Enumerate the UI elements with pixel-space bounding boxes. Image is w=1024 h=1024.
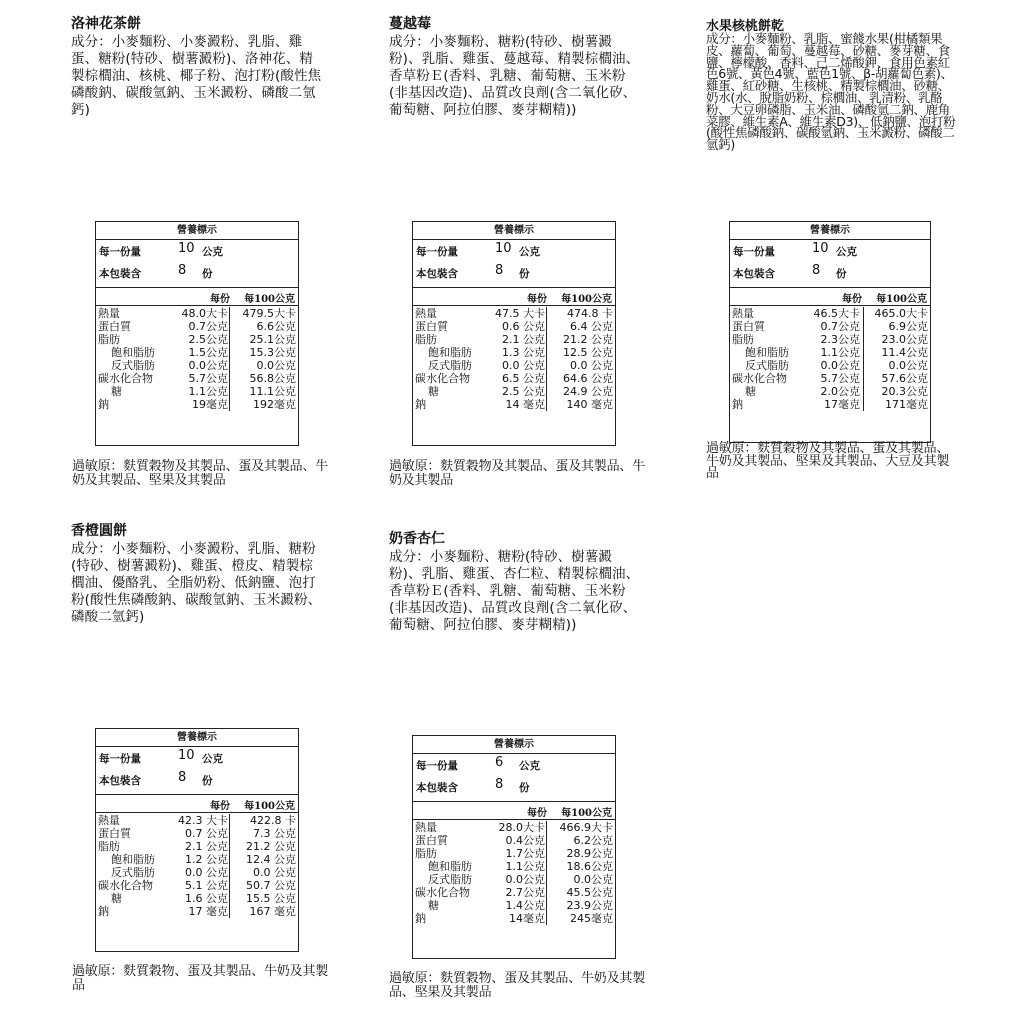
nutrient-label: 反式脂肪 — [745, 359, 789, 372]
serving-size-label: 每一份量 — [99, 246, 141, 258]
per-serving-value: 2.1 公克 — [185, 840, 228, 853]
nutrient-row — [96, 814, 298, 827]
column-divider — [546, 873, 547, 886]
servings-label: 本包裝含 — [416, 268, 458, 280]
nutrient-label: 鈉 — [415, 398, 426, 411]
nutrient-row — [96, 307, 298, 320]
column-divider — [546, 385, 547, 398]
per-serving-value: 19毫克 — [192, 398, 228, 411]
per-100g-value: 11.1公克 — [249, 385, 296, 398]
ingredients-text: 成分：小麥麵粉、糖粉(特砂、樹薯澱粉)、乳脂、雞蛋、蔓越莓、精製棕櫚油、香草粉Ｅ(香料、乳糖、葡萄糖、玉米粉(非基因改造)、品質改良劑(含二氧化矽、葡萄糖、阿拉伯膠、麥芽糊精)) — [389, 34, 640, 118]
ingredients-text: 成分：小麥麵粉、糖粉(特砂、樹薯澱粉)、乳脂、雞蛋、杏仁粒、精製棕櫚油、香草粉Ｅ(香料、乳糖、葡萄糖、玉米粉(非基因改造)、品質改良劑(含二氧化矽、葡萄糖、阿拉伯膠、麥芽糊精)) — [389, 549, 640, 633]
allergen-list: 麩質穀物及其製品、蛋及其製品、牛奶及其製品、堅果及其製品 — [72, 459, 329, 488]
per-serving-value: 0.0 公克 — [502, 359, 545, 372]
nutrient-label: 脂肪 — [98, 840, 120, 853]
nutrition-title: 營養標示 — [413, 736, 615, 754]
column-divider — [229, 346, 230, 359]
column-divider — [229, 320, 230, 333]
nutrient-row — [413, 359, 615, 372]
serving-size-label: 每一份量 — [733, 246, 775, 258]
per-serving-value: 5.7公克 — [820, 372, 860, 385]
nutrient-row — [730, 398, 930, 411]
column-divider — [229, 398, 230, 411]
per-serving-value: 2.5 公克 — [502, 385, 545, 398]
serving-size-row — [413, 240, 615, 262]
per-100g-value: 474.8 卡 — [567, 307, 613, 320]
per-100g-value: 0.0 公克 — [253, 866, 296, 879]
nutrient-row — [413, 346, 615, 359]
per-100g-value: 57.6公克 — [881, 372, 928, 385]
per-100g-header: 每100公克 — [561, 294, 612, 305]
servings-unit: 份 — [202, 775, 213, 787]
per-100g-value: 0.0公克 — [256, 359, 296, 372]
column-divider — [546, 398, 547, 411]
nutrient-label: 鈉 — [732, 398, 743, 411]
product-name: 香橙圓餅 — [71, 523, 127, 539]
per-serving-value: 1.2 公克 — [185, 853, 228, 866]
per-100g-value: 15.3公克 — [249, 346, 296, 359]
nutrient-label: 糖 — [428, 385, 439, 398]
per-100g-value: 465.0大卡 — [874, 307, 928, 320]
nutrient-label: 反式脂肪 — [111, 359, 155, 372]
nutrient-label: 脂肪 — [732, 333, 754, 346]
serving-size-value: 10 — [812, 241, 829, 256]
per-100g-value: 466.9大卡 — [559, 821, 613, 834]
nutrient-label: 碳水化合物 — [98, 879, 153, 892]
nutrition-table — [95, 728, 299, 952]
per-serving-value: 46.5大卡 — [813, 307, 860, 320]
column-divider — [546, 834, 547, 847]
nutrient-row — [413, 821, 615, 834]
column-divider — [863, 385, 864, 398]
per-serving-header: 每份 — [210, 801, 230, 812]
column-header-row — [96, 794, 298, 813]
per-serving-value: 2.0公克 — [820, 385, 860, 398]
nutrient-row — [413, 398, 615, 411]
per-serving-value: 1.7公克 — [505, 847, 545, 860]
per-serving-header: 每份 — [527, 808, 547, 819]
per-100g-value: 0.0公克 — [573, 873, 613, 886]
column-divider — [546, 333, 547, 346]
servings-unit: 份 — [519, 268, 530, 280]
nutrient-label: 飽和脂肪 — [745, 346, 789, 359]
column-divider — [229, 879, 230, 892]
column-divider — [546, 912, 547, 925]
per-100g-value: 56.8公克 — [249, 372, 296, 385]
nutrient-row — [96, 827, 298, 840]
product-block — [71, 16, 323, 119]
allergen-label: 過敏原： — [72, 459, 124, 474]
per-serving-value: 28.0大卡 — [498, 821, 545, 834]
per-serving-value: 1.3 公克 — [502, 346, 545, 359]
nutrient-row — [96, 879, 298, 892]
per-100g-value: 6.6公克 — [256, 320, 296, 333]
allergen-statement — [72, 460, 332, 488]
per-100g-value: 28.9公克 — [566, 847, 613, 860]
column-divider — [863, 307, 864, 320]
servings-row — [413, 262, 615, 284]
nutrient-row — [730, 385, 930, 398]
servings-value: 8 — [812, 263, 821, 278]
per-100g-value: 64.6 公克 — [563, 372, 613, 385]
nutrient-label: 鈉 — [98, 905, 109, 918]
nutrition-table — [95, 221, 299, 446]
allergen-label: 過敏原： — [72, 964, 124, 979]
per-100g-value: 7.3 公克 — [253, 827, 296, 840]
column-divider — [546, 899, 547, 912]
nutrient-row — [413, 886, 615, 899]
allergen-statement — [72, 965, 332, 993]
nutrient-row — [730, 307, 930, 320]
servings-label: 本包裝含 — [99, 775, 141, 787]
nutrient-label: 蛋白質 — [98, 320, 131, 333]
nutrient-label: 熱量 — [415, 307, 437, 320]
per-100g-value: 167 毫克 — [249, 905, 296, 918]
nutrient-label: 熱量 — [732, 307, 754, 320]
per-100g-value: 45.5公克 — [566, 886, 613, 899]
per-serving-header: 每份 — [842, 294, 862, 305]
nutrition-table — [729, 221, 931, 443]
per-serving-value: 1.4公克 — [505, 899, 545, 912]
nutrient-row — [96, 346, 298, 359]
allergen-statement — [389, 972, 649, 1000]
nutrient-label: 飽和脂肪 — [428, 346, 472, 359]
per-serving-value: 1.6 公克 — [185, 892, 228, 905]
per-serving-value: 0.4公克 — [505, 834, 545, 847]
nutrient-row — [96, 333, 298, 346]
per-100g-header: 每100公克 — [876, 294, 927, 305]
servings-unit: 份 — [836, 268, 847, 280]
nutrient-row — [413, 333, 615, 346]
allergen-list: 麩質穀物及其製品、蛋及其製品、牛奶及其製品、堅果及其製品、大豆及其製品 — [706, 441, 950, 481]
per-serving-value: 17 毫克 — [188, 905, 228, 918]
nutrient-row — [413, 873, 615, 886]
column-divider — [229, 866, 230, 879]
per-serving-value: 0.0公克 — [188, 359, 228, 372]
column-divider — [229, 307, 230, 320]
nutrient-label: 反式脂肪 — [428, 359, 472, 372]
serving-size-row — [96, 240, 298, 262]
nutrient-row — [96, 866, 298, 879]
servings-label: 本包裝含 — [733, 268, 775, 280]
nutrient-row — [413, 372, 615, 385]
per-serving-value: 5.1 公克 — [185, 879, 228, 892]
nutrient-row — [413, 385, 615, 398]
column-divider — [229, 333, 230, 346]
nutrient-row — [413, 320, 615, 333]
servings-unit: 份 — [519, 782, 530, 794]
servings-row — [96, 769, 298, 791]
serving-size-row — [413, 754, 615, 776]
per-serving-value: 42.3 大卡 — [178, 814, 228, 827]
per-serving-value: 1.1公克 — [820, 346, 860, 359]
nutrient-label: 碳水化合物 — [415, 372, 470, 385]
nutrient-row — [413, 860, 615, 873]
per-100g-value: 0.0公克 — [888, 359, 928, 372]
serving-size-row — [730, 240, 930, 262]
per-100g-value: 6.2公克 — [573, 834, 613, 847]
nutrient-label: 糖 — [111, 892, 122, 905]
product-block — [389, 16, 641, 119]
per-serving-header: 每份 — [210, 294, 230, 305]
column-divider — [863, 372, 864, 385]
nutrient-label: 反式脂肪 — [428, 873, 472, 886]
product-block — [71, 523, 323, 626]
column-divider — [863, 333, 864, 346]
nutrition-title: 營養標示 — [413, 222, 615, 240]
nutrient-row — [413, 912, 615, 925]
per-serving-value: 1.1公克 — [188, 385, 228, 398]
servings-label: 本包裝含 — [416, 782, 458, 794]
nutrition-table — [412, 735, 616, 959]
nutrient-row — [730, 372, 930, 385]
column-divider — [229, 905, 230, 918]
serving-size-unit: 公克 — [202, 246, 223, 258]
column-divider — [229, 827, 230, 840]
servings-value: 8 — [178, 263, 187, 278]
serving-size-unit: 公克 — [519, 760, 540, 772]
per-100g-header: 每100公克 — [244, 801, 295, 812]
per-serving-value: 48.0大卡 — [181, 307, 228, 320]
ingredients-text: 成分：小麥麵粉、乳脂、蜜餞水果(柑橘類果皮、蘿蔔、葡萄、蔓越莓、砂糖、麥芽糖、食鹽、檸檬酸、香料、己二烯酸鉀、食用色素紅色6號、黃色4號、藍色1號、β-胡蘿蔔色素)、雞蛋、紅砂糖、生核桃、精製棕櫚油、砂糖、奶水(水、脫脂奶粉、棕櫚油、乳清粉、乳酪粉、大豆卵磷脂、玉米油、磷酸氫二鈉、鹿角菜膠、維生素A、維生素D3)、低鈉鹽、泡打粉(酸性焦磷酸鈉、碳酸氫鈉、玉米澱粉、磷酸二氫鈣) — [706, 31, 956, 153]
product-block — [389, 531, 641, 634]
per-serving-value: 0.7公克 — [820, 320, 860, 333]
per-serving-value: 0.0公克 — [820, 359, 860, 372]
column-header-row — [413, 287, 615, 306]
column-divider — [229, 853, 230, 866]
nutrient-row — [96, 398, 298, 411]
per-100g-value: 140 毫克 — [566, 398, 613, 411]
servings-row — [413, 776, 615, 798]
product-name: 水果核桃餅乾 — [706, 19, 785, 34]
per-100g-value: 23.0公克 — [881, 333, 928, 346]
per-serving-value: 47.5 大卡 — [495, 307, 545, 320]
servings-value: 8 — [178, 770, 187, 785]
column-divider — [546, 346, 547, 359]
column-divider — [863, 398, 864, 411]
column-header-row — [96, 287, 298, 306]
nutrient-row — [96, 385, 298, 398]
nutrient-label: 飽和脂肪 — [111, 346, 155, 359]
nutrient-label: 熱量 — [415, 821, 437, 834]
per-100g-value: 21.2 公克 — [246, 840, 296, 853]
per-100g-value: 11.4公克 — [881, 346, 928, 359]
nutrient-label: 碳水化合物 — [732, 372, 787, 385]
nutrient-label: 碳水化合物 — [98, 372, 153, 385]
per-serving-value: 17毫克 — [824, 398, 860, 411]
per-serving-value: 2.7公克 — [505, 886, 545, 899]
servings-value: 8 — [495, 777, 504, 792]
per-100g-value: 0.0 公克 — [570, 359, 613, 372]
nutrient-label: 熱量 — [98, 307, 120, 320]
column-divider — [229, 359, 230, 372]
allergen-list: 麩質穀物、蛋及其製品、牛奶及其製品、堅果及其製品 — [389, 971, 646, 1000]
nutrient-label: 鈉 — [415, 912, 426, 925]
serving-size-value: 10 — [495, 241, 512, 256]
servings-value: 8 — [495, 263, 504, 278]
nutrient-label: 脂肪 — [98, 333, 120, 346]
column-divider — [229, 385, 230, 398]
nutrient-row — [413, 307, 615, 320]
per-serving-value: 0.7公克 — [188, 320, 228, 333]
product-name: 奶香杏仁 — [389, 531, 445, 547]
per-serving-header: 每份 — [527, 294, 547, 305]
per-serving-value: 5.7公克 — [188, 372, 228, 385]
per-100g-value: 18.6公克 — [566, 860, 613, 873]
serving-size-unit: 公克 — [202, 753, 223, 765]
per-100g-value: 23.9公克 — [566, 899, 613, 912]
column-divider — [546, 372, 547, 385]
column-divider — [546, 821, 547, 834]
per-100g-value: 171毫克 — [885, 398, 928, 411]
per-100g-value: 50.7 公克 — [246, 879, 296, 892]
nutrient-row — [413, 899, 615, 912]
column-divider — [229, 892, 230, 905]
serving-size-unit: 公克 — [519, 246, 540, 258]
nutrient-row — [730, 320, 930, 333]
serving-size-value: 6 — [495, 755, 504, 770]
serving-size-label: 每一份量 — [416, 760, 458, 772]
per-100g-header: 每100公克 — [561, 808, 612, 819]
per-100g-value: 12.5 公克 — [563, 346, 613, 359]
nutrient-label: 碳水化合物 — [415, 886, 470, 899]
per-100g-value: 6.9公克 — [888, 320, 928, 333]
per-serving-value: 14 毫克 — [505, 398, 545, 411]
per-100g-header: 每100公克 — [244, 294, 295, 305]
per-serving-value: 2.1 公克 — [502, 333, 545, 346]
per-100g-value: 422.8 卡 — [250, 814, 296, 827]
nutrition-title: 營養標示 — [96, 222, 298, 240]
per-100g-value: 12.4 公克 — [246, 853, 296, 866]
nutrient-row — [413, 847, 615, 860]
per-100g-value: 21.2 公克 — [563, 333, 613, 346]
nutrient-label: 熱量 — [98, 814, 120, 827]
nutrient-label: 蛋白質 — [415, 320, 448, 333]
nutrient-label: 蛋白質 — [415, 834, 448, 847]
allergen-label: 過敏原： — [389, 971, 441, 986]
per-100g-value: 20.3公克 — [881, 385, 928, 398]
column-divider — [546, 307, 547, 320]
nutrient-row — [96, 320, 298, 333]
servings-row — [730, 262, 930, 284]
per-serving-value: 0.6 公克 — [502, 320, 545, 333]
product-block — [706, 20, 956, 151]
per-100g-value: 25.1公克 — [249, 333, 296, 346]
servings-label: 本包裝含 — [99, 268, 141, 280]
serving-size-row — [96, 747, 298, 769]
nutrient-label: 鈉 — [98, 398, 109, 411]
per-100g-value: 24.9 公克 — [563, 385, 613, 398]
column-divider — [863, 346, 864, 359]
nutrient-row — [730, 359, 930, 372]
servings-unit: 份 — [202, 268, 213, 280]
servings-row — [96, 262, 298, 284]
column-header-row — [730, 287, 930, 306]
nutrient-label: 脂肪 — [415, 333, 437, 346]
nutrient-row — [96, 840, 298, 853]
column-divider — [546, 886, 547, 899]
serving-size-label: 每一份量 — [416, 246, 458, 258]
serving-size-unit: 公克 — [836, 246, 857, 258]
per-100g-value: 15.5 公克 — [246, 892, 296, 905]
nutrient-label: 反式脂肪 — [111, 866, 155, 879]
column-divider — [546, 847, 547, 860]
nutrient-label: 糖 — [111, 385, 122, 398]
ingredients-text: 成分：小麥麵粉、小麥澱粉、乳脂、糖粉(特砂、樹薯澱粉)、雞蛋、橙皮、精製棕櫚油、優酪乳、全脂奶粉、低鈉鹽、泡打粉(酸性焦磷酸鈉、碳酸氫鈉、玉米澱粉、磷酸二氫鈣) — [71, 541, 322, 625]
nutrient-label: 蛋白質 — [732, 320, 765, 333]
column-divider — [229, 372, 230, 385]
nutrient-row — [96, 359, 298, 372]
nutrition-title: 營養標示 — [96, 729, 298, 747]
nutrient-label: 糖 — [428, 899, 439, 912]
nutrient-row — [96, 905, 298, 918]
per-serving-value: 1.1公克 — [505, 860, 545, 873]
serving-size-value: 10 — [178, 241, 195, 256]
nutrient-label: 飽和脂肪 — [428, 860, 472, 873]
allergen-statement — [706, 443, 960, 481]
allergen-list: 麩質穀物及其製品、蛋及其製品、牛奶及其製品 — [389, 459, 646, 488]
nutrient-label: 蛋白質 — [98, 827, 131, 840]
column-divider — [863, 320, 864, 333]
nutrient-row — [730, 346, 930, 359]
nutrient-row — [730, 333, 930, 346]
column-divider — [229, 840, 230, 853]
nutrition-table — [412, 221, 616, 446]
allergen-label: 過敏原： — [706, 441, 758, 456]
allergen-statement — [389, 460, 649, 488]
nutrient-label: 糖 — [745, 385, 756, 398]
per-100g-value: 245毫克 — [570, 912, 613, 925]
allergen-label: 過敏原： — [389, 459, 441, 474]
nutrient-row — [96, 853, 298, 866]
column-divider — [229, 814, 230, 827]
nutrient-row — [96, 372, 298, 385]
per-serving-value: 6.5 公克 — [502, 372, 545, 385]
per-serving-value: 14毫克 — [509, 912, 545, 925]
per-100g-value: 479.5大卡 — [242, 307, 296, 320]
nutrient-row — [96, 892, 298, 905]
column-header-row — [413, 801, 615, 820]
product-name: 蔓越莓 — [389, 16, 431, 32]
nutrient-row — [413, 834, 615, 847]
per-serving-value: 0.0公克 — [505, 873, 545, 886]
per-100g-value: 192毫克 — [253, 398, 296, 411]
serving-size-label: 每一份量 — [99, 753, 141, 765]
per-serving-value: 0.7 公克 — [185, 827, 228, 840]
per-serving-value: 2.5公克 — [188, 333, 228, 346]
serving-size-value: 10 — [178, 748, 195, 763]
nutrient-label: 脂肪 — [415, 847, 437, 860]
allergen-list: 麩質穀物、蛋及其製品、牛奶及其製品 — [72, 964, 329, 993]
per-serving-value: 2.3公克 — [820, 333, 860, 346]
column-divider — [546, 860, 547, 873]
per-100g-value: 6.4 公克 — [570, 320, 613, 333]
nutrient-label: 飽和脂肪 — [111, 853, 155, 866]
column-divider — [546, 320, 547, 333]
per-serving-value: 1.5公克 — [188, 346, 228, 359]
column-divider — [546, 359, 547, 372]
per-serving-value: 0.0 公克 — [185, 866, 228, 879]
nutrition-title: 營養標示 — [730, 222, 930, 240]
column-divider — [863, 359, 864, 372]
ingredients-text: 成分：小麥麵粉、小麥澱粉、乳脂、雞蛋、糖粉(特砂、樹薯澱粉)、洛神花、精製棕櫚油、核桃、椰子粉、泡打粉(酸性焦磷酸鈉、碳酸氫鈉、玉米澱粉、磷酸二氫鈣) — [71, 34, 322, 118]
product-name: 洛神花茶餅 — [71, 16, 141, 32]
